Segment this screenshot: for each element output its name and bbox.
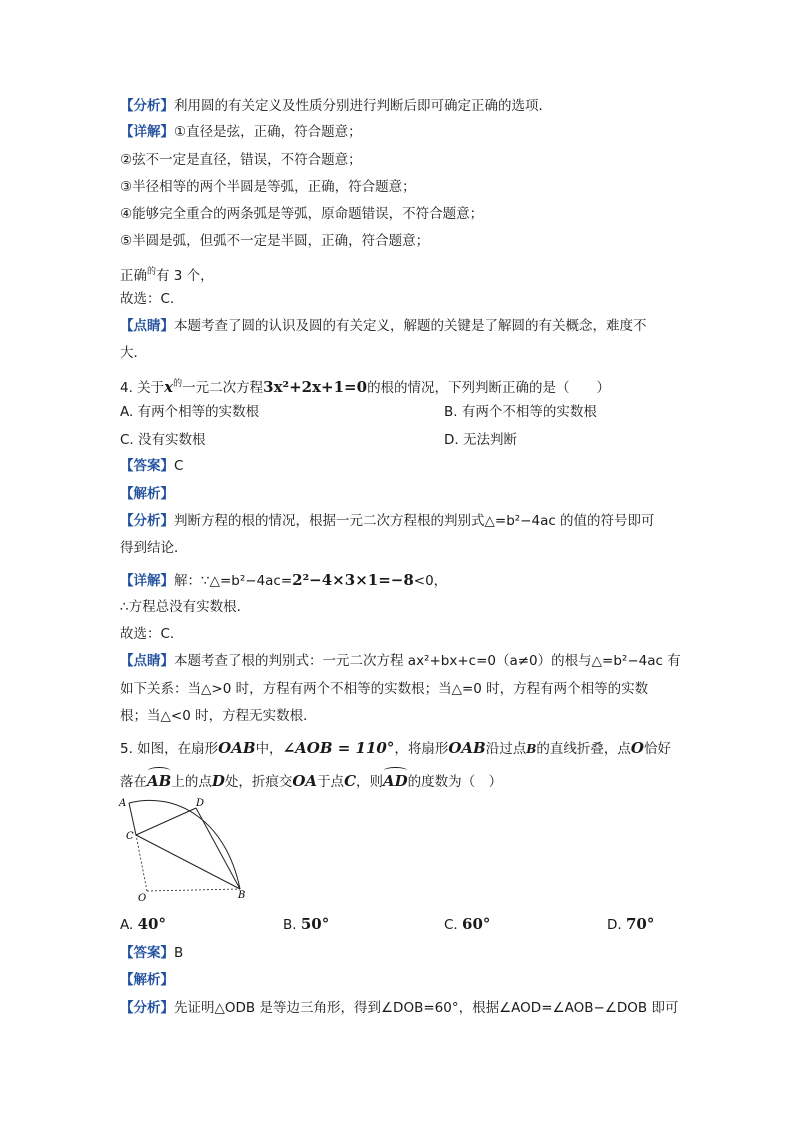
q5-text: 中， — [255, 741, 283, 757]
q4-option-d: D. 无法判断 — [444, 432, 517, 448]
q4-answer-line — [120, 456, 183, 476]
q4-small-de: 的 — [173, 379, 183, 389]
q5-text: ，则 — [356, 774, 384, 790]
q5-text: 的度数为（ ） — [407, 774, 503, 790]
detail-item-5: ⑤半圆是弧，但弧不一定是半圆，正确，符合题意； — [120, 233, 430, 249]
segment-cb — [136, 835, 240, 889]
q5-oa: OA — [292, 772, 318, 790]
q5-option-value: 50° — [300, 915, 330, 933]
q4-stem-pre: 4. 关于 — [120, 380, 165, 396]
q5-stem-line-2 — [120, 771, 502, 792]
q5-text: 处，折痕交 — [224, 774, 293, 790]
q4-comment-tag: 【点睛】 — [120, 653, 174, 669]
q4-comment-line-3: 根；当△<0 时，方程无实数根． — [120, 708, 317, 724]
segment-oa — [136, 835, 147, 891]
segment-ob — [147, 889, 240, 891]
q4-detail-pre: 解：∵△=b²−4ac= — [174, 573, 293, 589]
detail-item-2: ②弦不一定是直径，错误，不符合题意； — [120, 152, 362, 168]
q4-detail-expr: 2²−4×3×1=−8 — [292, 571, 414, 589]
q5-answer-tag: 【答案】 — [120, 945, 174, 961]
q5-text: 落在 — [120, 774, 147, 790]
q4-jiexi-tag: 【解析】 — [120, 486, 174, 502]
detail-item-3: ③半径相等的两个半圆是等弧，正确，符合题意； — [120, 179, 416, 195]
comment-tag: 【点睛】 — [120, 318, 174, 334]
q5-stem-line-1 — [120, 738, 671, 759]
q5-oab: OAB — [218, 739, 256, 757]
count-line — [120, 262, 214, 286]
q4-analysis-text: 判断方程的根的情况，根据一元二次方程根的判别式△=b²−4ac 的值的符号即可 — [174, 513, 655, 529]
q5-jiexi-tag: 【解析】 — [120, 972, 174, 988]
q5-point-b: B — [526, 742, 537, 756]
label-c: C — [126, 831, 134, 842]
q4-detail-line — [120, 570, 447, 591]
q5-jiexi-line — [120, 970, 174, 990]
segment-cd — [136, 808, 196, 835]
q4-option-a: A. 有两个相等的实数根 — [120, 404, 260, 420]
q4-analysis-line — [120, 511, 655, 531]
q4-detail-tag: 【详解】 — [120, 573, 174, 589]
q4-analysis-line-2: 得到结论． — [120, 540, 188, 556]
q4-jiexi-line — [120, 484, 174, 504]
q5-option-value: 40° — [137, 915, 166, 933]
q4-answer-tag: 【答案】 — [120, 458, 174, 474]
q5-text: 的直线折叠，点 — [536, 741, 631, 757]
q5-text: 上的点 — [171, 774, 212, 790]
q4-choose: 故选：C． — [120, 626, 184, 642]
q4-stem — [120, 374, 610, 398]
q4-comment-line-2: 如下关系：当△>0 时，方程有两个不相等的实数根；当△=0 时，方程有两个相等的实数 — [120, 681, 649, 697]
q5-option-value: 60° — [462, 915, 491, 933]
q5-angle: ∠AOB = 110° — [282, 739, 395, 757]
q5-arc-ad: AD — [383, 772, 408, 790]
q5-point-o: O — [630, 739, 644, 757]
label-a: A — [119, 798, 127, 809]
q5-option-letter: C. — [444, 917, 458, 933]
q5-oab: OAB — [448, 739, 486, 757]
q5-analysis-tag: 【分析】 — [120, 1000, 174, 1016]
segment-db — [196, 808, 240, 889]
q4-var: x — [164, 378, 174, 396]
q4-analysis-tag: 【分析】 — [120, 513, 174, 529]
q4-stem-mid: 一元二次方程 — [182, 380, 264, 396]
q5-option-a — [120, 914, 166, 935]
q5-analysis-text: 先证明△ODB 是等边三角形，得到∠DOB=60°，根据∠AOD=∠AOB−∠DOB 即可 — [174, 1000, 679, 1016]
q5-arc-ab: AB — [147, 772, 172, 790]
comment-text: 本题考查了圆的认识及圆的有关定义，解题的关键是了解圆的有关概念，难度不 — [174, 318, 647, 334]
q4-comment-line — [120, 651, 681, 671]
label-o: O — [138, 893, 147, 904]
q4-detail-post: <0， — [413, 573, 448, 589]
q5-option-b — [283, 914, 329, 935]
q5-analysis-line — [120, 998, 679, 1018]
detail-tag: 【详解】 — [120, 124, 174, 140]
label-d: D — [196, 798, 205, 809]
q5-point-c: C — [344, 772, 357, 790]
q4-stem-post: 的根的情况，下列判断正确的是（ ） — [367, 380, 611, 396]
detail-line — [120, 122, 362, 142]
count-small: 的 — [147, 267, 157, 277]
q4-answer: C — [174, 458, 184, 474]
detail-item-4: ④能够完全重合的两条弧是等弧，原命题错误，不符合题意； — [120, 206, 484, 222]
choose-line: 故选：C． — [120, 291, 184, 307]
q5-option-value: 70° — [625, 915, 655, 933]
q5-answer-line — [120, 943, 183, 963]
q4-conclusion: ∴方程总没有实数根． — [120, 599, 251, 615]
analysis-tag: 【分析】 — [120, 98, 174, 114]
q4-option-b: B. 有两个不相等的实数根 — [444, 404, 597, 420]
q5-point-d: D — [211, 772, 225, 790]
count-pre: 正确 — [120, 268, 147, 284]
label-b: B — [238, 890, 246, 901]
q5-text: 于点 — [317, 774, 345, 790]
q5-text: 沿过点 — [485, 741, 527, 757]
detail-item-1: ①直径是弦，正确，符合题意； — [174, 124, 362, 140]
q4-option-c: C. 没有实数根 — [120, 432, 206, 448]
q5-option-letter: A. — [120, 917, 134, 933]
comment-line — [120, 316, 647, 336]
q4-equation: 3x²+2x+1=0 — [263, 378, 368, 396]
q5-option-c — [444, 914, 490, 935]
q5-option-d — [607, 914, 654, 935]
q5-answer: B — [174, 945, 184, 961]
q4-comment-text: 本题考查了根的判别式：一元二次方程 ax²+bx+c=0（a≠0）的根与△=b²−4ac 有 — [174, 653, 681, 669]
count-post: 有 3 个， — [156, 268, 214, 284]
q5-option-letter: D. — [607, 917, 622, 933]
q5-text: ，将扇形 — [394, 741, 449, 757]
q5-text: 5. 如图，在扇形 — [120, 741, 219, 757]
q5-text: 恰好 — [643, 741, 671, 757]
analysis-text: 利用圆的有关定义及性质分别进行判断后即可确定正确的选项． — [174, 98, 552, 114]
comment-line-2: 大． — [120, 345, 147, 361]
analysis-line — [120, 96, 552, 116]
q5-option-letter: B. — [283, 917, 297, 933]
sector-figure — [116, 795, 256, 905]
